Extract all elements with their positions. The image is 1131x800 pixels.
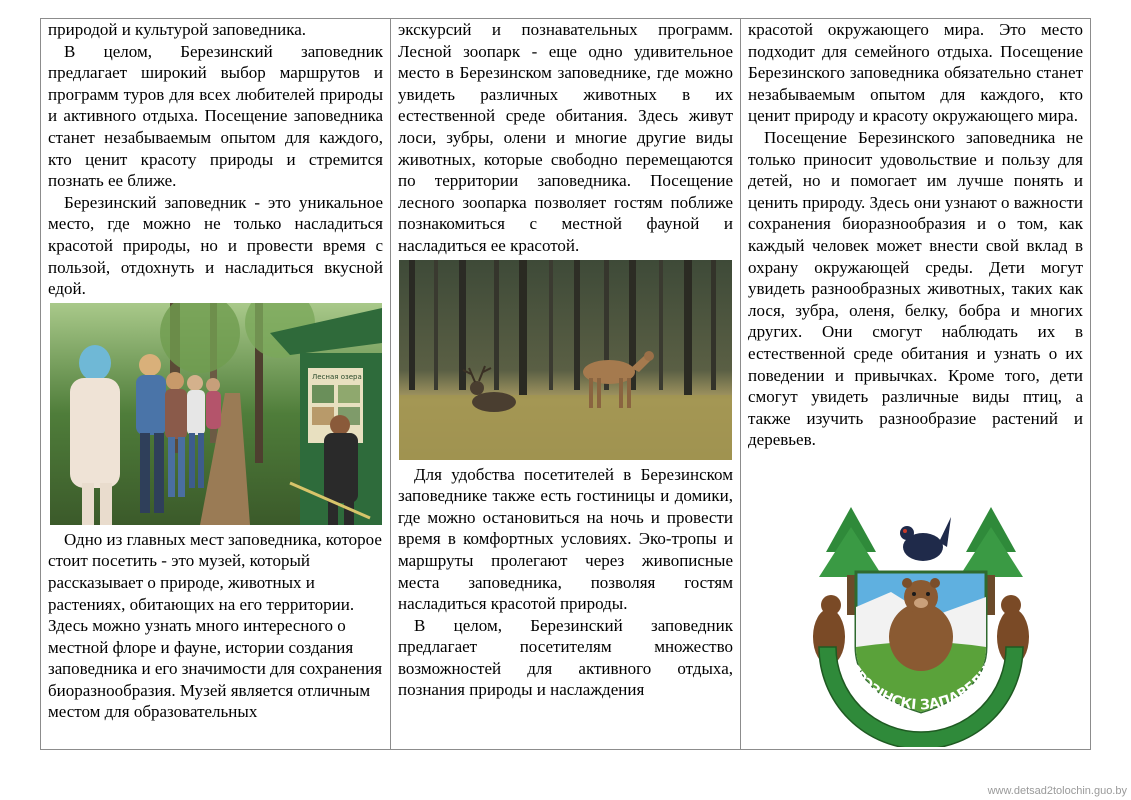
- watermark: www.detsad2tolochin.guo.by: [987, 785, 1127, 797]
- emblem-text: БЯРЭЗІНСКІ ЗАПАВЕДНІК: [839, 651, 1004, 714]
- paragraph: В целом, Березинский заповедник предлагает широкий выбор маршрутов и программ туров для всех любителей природы и активного отдыха. Посещение заповедника станет незабываемым опытом для каждого, кто ценит красоту природы и стремится познать ее ближе.: [48, 41, 383, 191]
- deer-photo: [399, 260, 732, 460]
- paragraph: экскурсий и познавательных программ. Лесной зоопарк - еще одно удивительное место в Березинском заповеднике, где можно увидеть различных животных в их естественной среде обитания. Здесь живут лоси, зубры, олени и многие другие виды животных, которые свободно перемещаются по территории заповедника. Посещение лесного зоопарка позволяет гостям поближе познакомиться с местной фауной и насладиться ее красотой.: [398, 20, 733, 255]
- visitors-photo: [50, 303, 382, 525]
- reserve-emblem: [801, 497, 1041, 747]
- paragraph: Одно из главных мест заповедника, которое стоит посетить - это музей, который рассказывает о природе, животных и растениях, обитающих на его территории. Здесь можно узнать много интересного о местной флоре и фауне, истории создания заповедника и его значимости для сохранения биоразнообразия. Музей является отличным местом для образовательных: [48, 529, 383, 722]
- paragraph: красотой окружающего мира. Это место подходит для семейного отдыха. Посещение Березинского заповедника обязательно станет незабываемым опытом для каждого, кто ценит природу и красоту окружающего мира.: [748, 20, 1083, 126]
- paragraph: В целом, Березинский заповедник предлагает посетителям множество возможностей для активного отдыха, познания природы и наслаждения: [398, 615, 733, 700]
- column-2: [391, 19, 741, 749]
- sign-text: Лесная озера: [312, 372, 362, 381]
- column-3: [741, 19, 1090, 749]
- paragraph: Березинский заповедник - это уникальное место, где можно не только насладиться красотой природы, но и провести время с пользой, отдохнуть и насладиться вкусной едой.: [48, 192, 383, 299]
- paragraph: природой и культурой заповедника.: [48, 20, 306, 39]
- paragraph: Для удобства посетителей в Березинском заповеднике также есть гостиницы и домики, где можно остановиться на ночь и провести время в комфортных условиях. Эко-тропы и маршруты пролегают через живописные места заповедника, позволяя гостям насладиться красотой природы.: [398, 464, 733, 614]
- page-table: [40, 18, 1091, 750]
- column-1: [41, 19, 391, 749]
- paragraph: Посещение Березинского заповедника не только приносит удовольствие и пользу для детей, но и помогает им лучше понять и ценить природу. Здесь они узнают о важности сохранения биоразнообразия и о том, как каждый человек может внести свой вклад в охрану окружающей среды. Дети могут увидеть разнообразных животных, таких как лося, зубра, оленя, белку, бобра и многих других. Они смогут наблюдать их в естественной среде обитания и узнать о их поведении и привычках. Кроме того, дети смогут увидеть различные виды птиц, а также изучить разнообразие растений и деревьев.: [748, 127, 1083, 450]
